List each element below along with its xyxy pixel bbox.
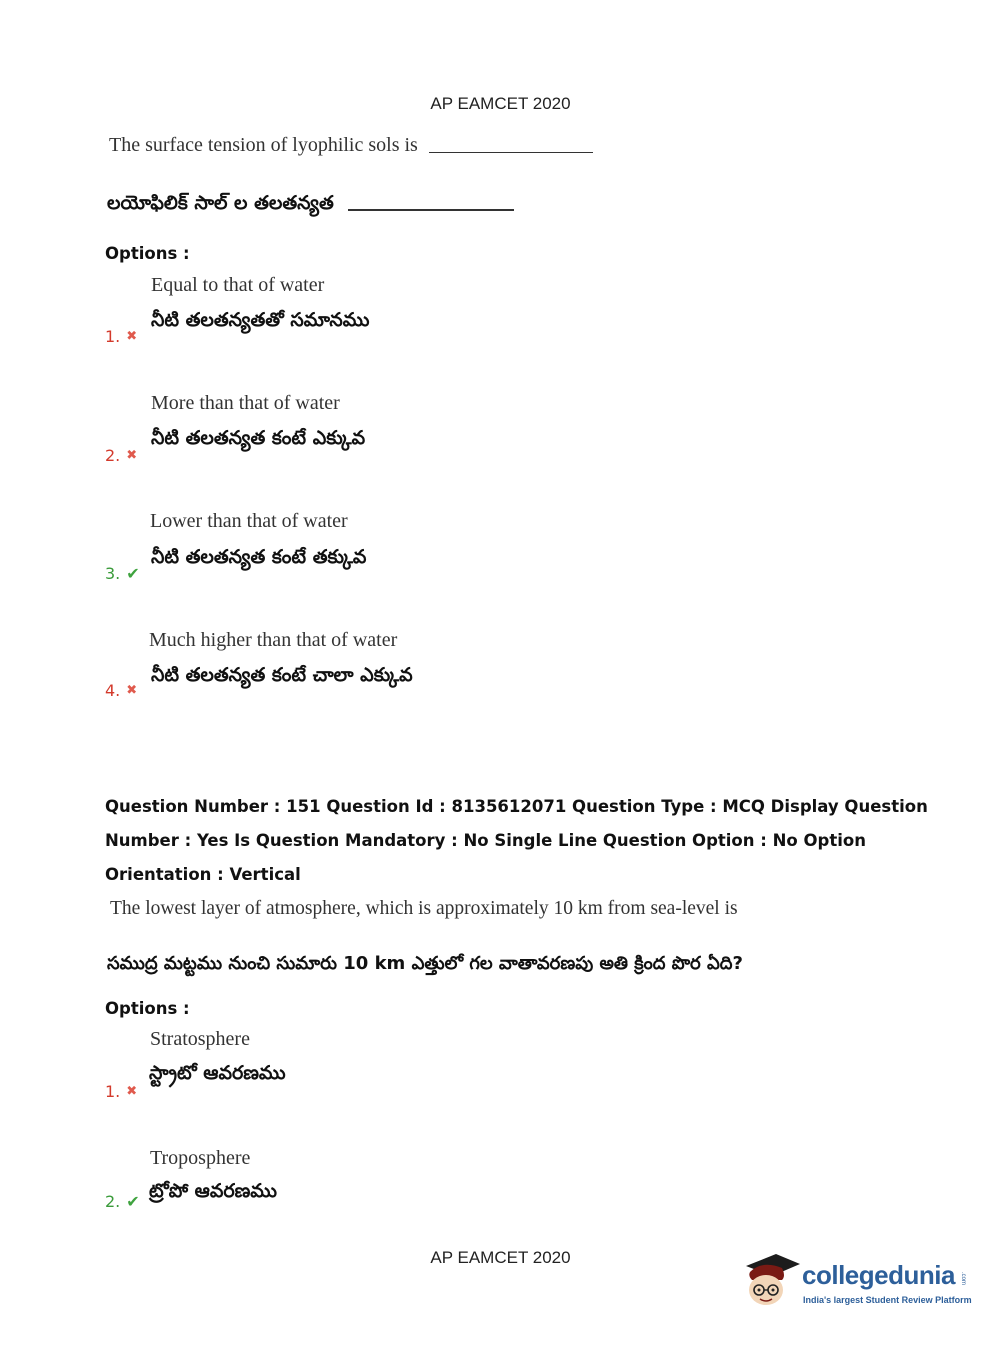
q1-option-3-en: Lower than that of water [150, 510, 348, 532]
q1-option-2-number: 2. ✖ [105, 446, 138, 465]
q1-option-1-te: నీటి తలతన్యతతో సమానము [151, 309, 370, 331]
options-label: Options : [105, 244, 190, 263]
question-2-text-en: The lowest layer of atmosphere, which is approximately 10 km from sea-level is [110, 898, 738, 919]
q2-option-2-te: ట్రోపో ఆవరణము [149, 1180, 277, 1202]
page-footer: AP EAMCET 2020 [430, 1248, 571, 1267]
q1-option-4-en: Much higher than that of water [149, 629, 398, 651]
question-meta-line-2: Number : Yes Is Question Mandatory : No Single Line Question Option : No Option [105, 831, 866, 850]
question-2-text-te: సముద్ర మట్టము నుంచి సుమారు 10 km ఎత్తులో గల వాతావరణపు అతి క్రింద పొర ఏది? [107, 953, 743, 974]
wrong-icon: ✖ [126, 683, 138, 698]
q2-option-2-number: 2. ✔ [105, 1192, 140, 1211]
wrong-icon: ✖ [126, 1084, 138, 1099]
q2-option-1-number: 1. ✖ [105, 1082, 138, 1101]
q1-option-1-number: 1. ✖ [105, 327, 138, 346]
q1-option-1-en: Equal to that of water [151, 274, 325, 296]
wrong-icon: ✖ [126, 329, 138, 344]
question-1-text-en: The surface tension of lyophilic sols is [109, 134, 593, 157]
q1-option-2-en: More than that of water [151, 392, 340, 414]
q2-option-1-te: స్ట్రాటో ఆవరణము [149, 1062, 286, 1084]
collegedunia-logo[interactable] [742, 1250, 972, 1314]
q1-option-3-te: నీటి తలతన్యత కంటే తక్కువ [151, 546, 367, 568]
logo-wordmark: collegedunia [802, 1260, 955, 1290]
question-meta-line-1: Question Number : 151 Question Id : 8135612071 Question Type : MCQ Display Question [105, 797, 928, 816]
q2-option-1-en: Stratosphere [150, 1028, 250, 1050]
q1-option-2-te: నీటి తలతన్యత కంటే ఎక్కువ [151, 427, 366, 449]
q1-option-3-number: 3. ✔ [105, 564, 140, 583]
logo-suffix: .com [960, 1272, 966, 1286]
answer-blank [429, 152, 593, 153]
logo-tagline: India's largest Student Review Platform [803, 1295, 972, 1305]
question-meta-line-3: Orientation : Vertical [105, 865, 301, 884]
answer-blank-te [348, 209, 514, 211]
q1-option-4-te: నీటి తలతన్యత కంటే చాలా ఎక్కువ [151, 664, 413, 686]
options-label: Options : [105, 999, 190, 1018]
question-1-text-te: లయోఫిలిక్ సాల్ ల తలతన్యత [107, 192, 514, 219]
check-icon: ✔ [126, 564, 140, 583]
wrong-icon: ✖ [126, 448, 138, 463]
q2-option-2-en: Troposphere [150, 1147, 251, 1169]
check-icon: ✔ [126, 1192, 140, 1211]
student-mascot-icon [742, 1250, 802, 1310]
q1-option-4-number: 4. ✖ [105, 681, 138, 700]
page-header: AP EAMCET 2020 [430, 94, 571, 113]
